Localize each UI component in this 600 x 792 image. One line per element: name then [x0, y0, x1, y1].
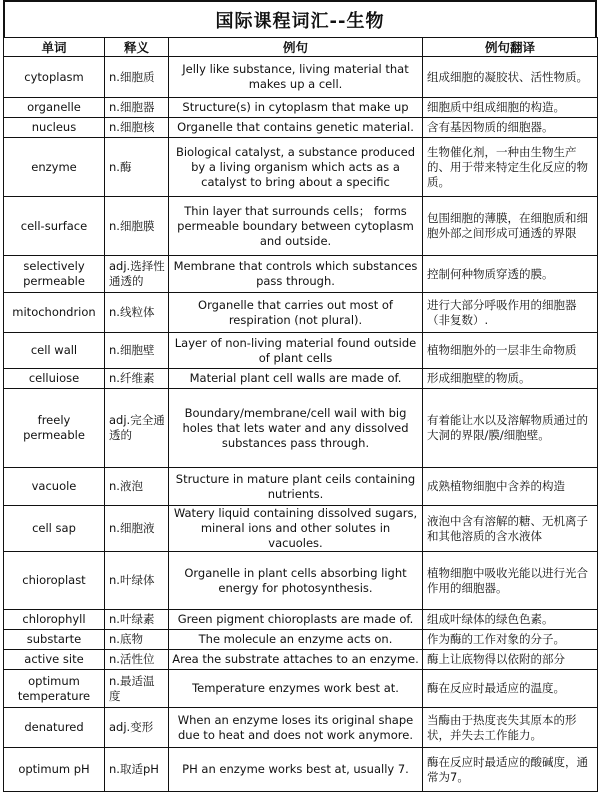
translation-cell: 组成细胞的凝胶状、活性物质。: [423, 57, 598, 98]
meaning-cell: adj.变形: [105, 708, 169, 748]
translation-cell: 细胞质中组成细胞的构造。: [423, 98, 598, 118]
example-cell: When an enzyme loses its original shape due to heat and does not work anymore.: [169, 708, 423, 748]
word-cell: substarte: [4, 630, 105, 650]
header-word: 单词: [4, 38, 105, 57]
word-cell: denatured: [4, 708, 105, 748]
table-row: [4, 369, 598, 389]
meaning-cell: n.叶绿体: [105, 552, 169, 610]
meaning-cell: n.细胞液: [105, 506, 169, 552]
meaning-cell: n.取适pH: [105, 748, 169, 792]
translation-cell: 酶在反应时最适应的温度。: [423, 670, 598, 708]
meaning-cell: n.细胞膜: [105, 197, 169, 256]
word-cell: active site: [4, 650, 105, 670]
header-example: 例句: [169, 38, 423, 57]
example-cell: Jelly like substance, living material that makes up a cell.: [169, 57, 423, 98]
table-row: [4, 138, 598, 197]
word-cell: selectively permeable: [4, 256, 105, 293]
table-row: [4, 118, 598, 138]
translation-cell: 生物催化剂，一种由生物生产的、用于带来特定生化反应的物质。: [423, 138, 598, 197]
vocabulary-sheet: [3, 0, 597, 792]
translation-cell: 酶上让底物得以依附的部分: [423, 650, 598, 670]
translation-cell: 有着能让水以及溶解物质通过的大洞的界限/膜/细胞壁。: [423, 389, 598, 468]
translation-cell: 成熟植物细胞中含养的构造: [423, 468, 598, 506]
table-row: [4, 506, 598, 552]
vocabulary-table: [3, 37, 598, 792]
example-cell: The molecule an enzyme acts on.: [169, 630, 423, 650]
word-cell: optimum temperature: [4, 670, 105, 708]
word-cell: cell sap: [4, 506, 105, 552]
word-cell: freely permeable: [4, 389, 105, 468]
example-cell: Green pigment chioroplasts are made of.: [169, 610, 423, 630]
example-cell: Temperature enzymes work best at.: [169, 670, 423, 708]
word-cell: celluiose: [4, 369, 105, 389]
translation-cell: 控制何种物质穿透的膜。: [423, 256, 598, 293]
translation-cell: 作为酶的工作对象的分子。: [423, 630, 598, 650]
translation-cell: 进行大部分呼吸作用的细胞器（非复数）.: [423, 293, 598, 333]
meaning-cell: n.叶绿素: [105, 610, 169, 630]
example-cell: Organelle that carries out most of respiration (not plural).: [169, 293, 423, 333]
meaning-cell: n.细胞器: [105, 98, 169, 118]
translation-cell: 液泡中含有溶解的糖、无机离子和其他溶质的含水液体: [423, 506, 598, 552]
word-cell: organelle: [4, 98, 105, 118]
example-cell: PH an enzyme works best at, usually 7.: [169, 748, 423, 792]
meaning-cell: n.纤维素: [105, 369, 169, 389]
example-cell: Thin layer that surrounds cells； forms permeable boundary between cytoplasm and outside.: [169, 197, 423, 256]
word-cell: vacuole: [4, 468, 105, 506]
table-row: [4, 333, 598, 369]
table-row: [4, 256, 598, 293]
header-translation: 例句翻译: [423, 38, 598, 57]
table-header-row: [4, 38, 598, 57]
example-cell: Organelle that contains genetic material.: [169, 118, 423, 138]
table-body: [4, 57, 598, 792]
meaning-cell: n.细胞核: [105, 118, 169, 138]
table-row: [4, 670, 598, 708]
example-cell: Watery liquid containing dissolved sugars, mineral ions and other solutes in vacuoles.: [169, 506, 423, 552]
meaning-cell: n.细胞质: [105, 57, 169, 98]
table-row: [4, 748, 598, 792]
meaning-cell: n.活性位: [105, 650, 169, 670]
example-cell: Layer of non-living material found outside of plant cells: [169, 333, 423, 369]
example-cell: Biological catalyst, a substance produced by a living organism which acts as a catalyst to bring about a specific: [169, 138, 423, 197]
sheet-title: 国际课程词汇--生物: [3, 0, 597, 37]
word-cell: enzyme: [4, 138, 105, 197]
table-row: [4, 468, 598, 506]
word-cell: optimum pH: [4, 748, 105, 792]
translation-cell: 植物细胞外的一层非生命物质: [423, 333, 598, 369]
example-cell: Organelle in plant cells absorbing light energy for photosynthesis.: [169, 552, 423, 610]
meaning-cell: n.酶: [105, 138, 169, 197]
translation-cell: 植物细胞中吸收光能以进行光合作用的细胞器。: [423, 552, 598, 610]
example-cell: Boundary/membrane/cell wail with big holes that lets water and any dissolved substances pass through.: [169, 389, 423, 468]
table-row: [4, 57, 598, 98]
word-cell: cell-surface: [4, 197, 105, 256]
word-cell: chlorophyll: [4, 610, 105, 630]
meaning-cell: n.最适温度: [105, 670, 169, 708]
translation-cell: 含有基因物质的细胞器。: [423, 118, 598, 138]
word-cell: cell wall: [4, 333, 105, 369]
table-row: [4, 708, 598, 748]
translation-cell: 组成叶绿体的绿色色素。: [423, 610, 598, 630]
translation-cell: 酶在反应时最适应的酸碱度，通常为7。: [423, 748, 598, 792]
word-cell: nucleus: [4, 118, 105, 138]
table-row: [4, 389, 598, 468]
example-cell: Structure(s) in cytoplasm that make up: [169, 98, 423, 118]
example-cell: Material plant cell walls are made of.: [169, 369, 423, 389]
table-row: [4, 293, 598, 333]
example-cell: Membrane that controls which substances pass through.: [169, 256, 423, 293]
meaning-cell: n.细胞壁: [105, 333, 169, 369]
table-row: [4, 197, 598, 256]
meaning-cell: n.线粒体: [105, 293, 169, 333]
word-cell: mitochondrion: [4, 293, 105, 333]
table-row: [4, 630, 598, 650]
table-row: [4, 98, 598, 118]
table-row: [4, 610, 598, 630]
translation-cell: 形成细胞壁的物质。: [423, 369, 598, 389]
meaning-cell: n.底物: [105, 630, 169, 650]
meaning-cell: adj.选择性通透的: [105, 256, 169, 293]
header-meaning: 释义: [105, 38, 169, 57]
example-cell: Structure in mature plant ceils containing nutrients.: [169, 468, 423, 506]
translation-cell: 包围细胞的薄膜，在细胞质和细胞外部之间形成可通透的界限: [423, 197, 598, 256]
table-row: [4, 650, 598, 670]
example-cell: Area the substrate attaches to an enzyme.: [169, 650, 423, 670]
meaning-cell: adj.完全通透的: [105, 389, 169, 468]
translation-cell: 当酶由于热度丧失其原本的形状，并失去工作能力。: [423, 708, 598, 748]
table-row: [4, 552, 598, 610]
word-cell: cytoplasm: [4, 57, 105, 98]
word-cell: chioroplast: [4, 552, 105, 610]
meaning-cell: n.液泡: [105, 468, 169, 506]
